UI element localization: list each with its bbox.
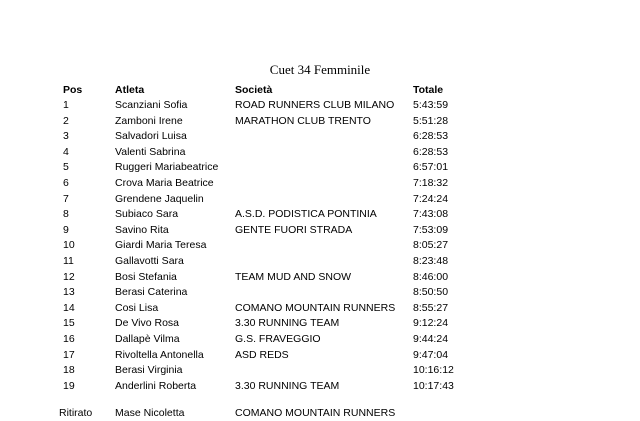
cell-total: 6:28:53 [413, 130, 449, 143]
cell-athlete: Giardi Maria Teresa [115, 239, 207, 252]
table-row [0, 160, 640, 175]
cell-society: ASD REDS [235, 348, 289, 361]
table-row [0, 254, 640, 269]
cell-pos: 5 [63, 161, 69, 174]
table-row [0, 285, 640, 300]
cell-total: 8:05:27 [413, 239, 449, 252]
table-row [0, 192, 640, 207]
table-row [0, 270, 640, 285]
cell-athlete: Cosi Lisa [115, 301, 159, 314]
cell-pos: 3 [63, 130, 69, 143]
cell-athlete: Subiaco Sara [115, 208, 179, 221]
cell-total: 5:51:28 [413, 114, 449, 127]
cell-society: 3.30 RUNNING TEAM [235, 379, 340, 392]
cell-society: ROAD RUNNERS CLUB MILANO [235, 99, 395, 111]
cell-total: 8:23:48 [413, 255, 449, 267]
cell-pos: 10 [63, 239, 75, 252]
cell-athlete: Bosi Stefania [115, 270, 177, 283]
cell-society: TEAM MUD AND SNOW [235, 270, 352, 283]
cell-athlete: Salvadori Luisa [115, 130, 187, 143]
cell-athlete: Berasi Caterina [115, 286, 188, 299]
cell-athlete: De Vivo Rosa [115, 317, 180, 330]
cell-pos: 16 [63, 333, 75, 345]
cell-pos: 9 [63, 223, 69, 236]
cell-athlete: Berasi Virginia [115, 364, 183, 377]
cell-pos: 8 [63, 208, 69, 221]
cell-total: 8:50:50 [413, 286, 449, 299]
table-row [0, 207, 640, 222]
table-row [0, 363, 640, 378]
table-row [0, 238, 640, 253]
cell-society: A.S.D. PODISTICA PONTINIA [235, 208, 377, 221]
cell-athlete: Ruggeri Mariabeatrice [115, 161, 219, 174]
retired-label: Ritirato [59, 407, 93, 419]
cell-society: MARATHON CLUB TRENTO [235, 114, 371, 127]
cell-total: 7:18:32 [413, 177, 449, 189]
table-row [0, 98, 640, 113]
cell-athlete: Grendene Jaquelin [115, 192, 204, 205]
cell-pos: 6 [63, 177, 69, 189]
cell-pos: 2 [63, 114, 69, 127]
cell-total: 7:53:09 [413, 223, 449, 236]
table-row [0, 129, 640, 144]
cell-athlete: Anderlini Roberta [115, 379, 197, 392]
cell-pos: 1 [63, 99, 69, 111]
cell-pos: 11 [63, 255, 74, 267]
cell-total: 6:57:01 [413, 161, 449, 174]
cell-society: 3.30 RUNNING TEAM [235, 317, 340, 330]
cell-society: GENTE FUORI STRADA [235, 223, 353, 236]
retired-athlete: Mase Nicoletta [115, 407, 185, 419]
cell-pos: 19 [63, 379, 75, 392]
cell-pos: 7 [63, 192, 69, 205]
cell-total: 8:55:27 [413, 301, 449, 314]
retired-society: COMANO MOUNTAIN RUNNERS [235, 407, 396, 419]
cell-athlete: Rivoltella Antonella [115, 348, 204, 361]
retired-row [0, 406, 640, 421]
cell-society: COMANO MOUNTAIN RUNNERS [235, 301, 396, 314]
header-pos: Pos [63, 84, 83, 96]
cell-athlete: Scanziani Sofia [115, 99, 188, 111]
cell-pos: 4 [63, 145, 69, 158]
table-row [0, 379, 640, 394]
cell-pos: 14 [63, 301, 75, 314]
cell-total: 7:43:08 [413, 208, 449, 221]
cell-society: G.S. FRAVEGGIO [235, 333, 321, 345]
table-row [0, 114, 640, 129]
header-total: Totale [413, 84, 444, 96]
cell-pos: 13 [63, 286, 75, 299]
table-row [0, 316, 640, 331]
cell-total: 10:17:43 [413, 379, 454, 392]
table-row [0, 332, 640, 347]
cell-pos: 12 [63, 270, 75, 283]
cell-total: 7:24:24 [413, 192, 449, 205]
cell-athlete: Dallapè Vilma [115, 333, 180, 345]
header-society: Società [235, 84, 273, 96]
cell-pos: 18 [63, 364, 75, 377]
cell-total: 10:16:12 [413, 364, 454, 377]
header-athlete: Atleta [115, 84, 145, 96]
cell-athlete: Valenti Sabrina [115, 145, 186, 158]
table-row [0, 145, 640, 160]
table-row [0, 348, 640, 363]
table-header [0, 83, 640, 98]
cell-athlete: Crova Maria Beatrice [115, 177, 214, 189]
table-row [0, 176, 640, 191]
cell-total: 9:44:24 [413, 333, 449, 345]
cell-pos: 15 [63, 317, 75, 330]
cell-total: 8:46:00 [413, 270, 449, 283]
cell-athlete: Savino Rita [115, 223, 169, 236]
page-title: Cuet 34 Femminile [269, 62, 371, 77]
table-row [0, 223, 640, 238]
cell-athlete: Zamboni Irene [115, 114, 183, 127]
cell-pos: 17 [63, 348, 75, 361]
cell-total: 5:43:59 [413, 99, 449, 111]
cell-total: 6:28:53 [413, 145, 449, 158]
cell-total: 9:47:04 [413, 348, 449, 361]
cell-athlete: Gallavotti Sara [115, 255, 184, 267]
cell-total: 9:12:24 [413, 317, 449, 330]
table-row [0, 301, 640, 316]
